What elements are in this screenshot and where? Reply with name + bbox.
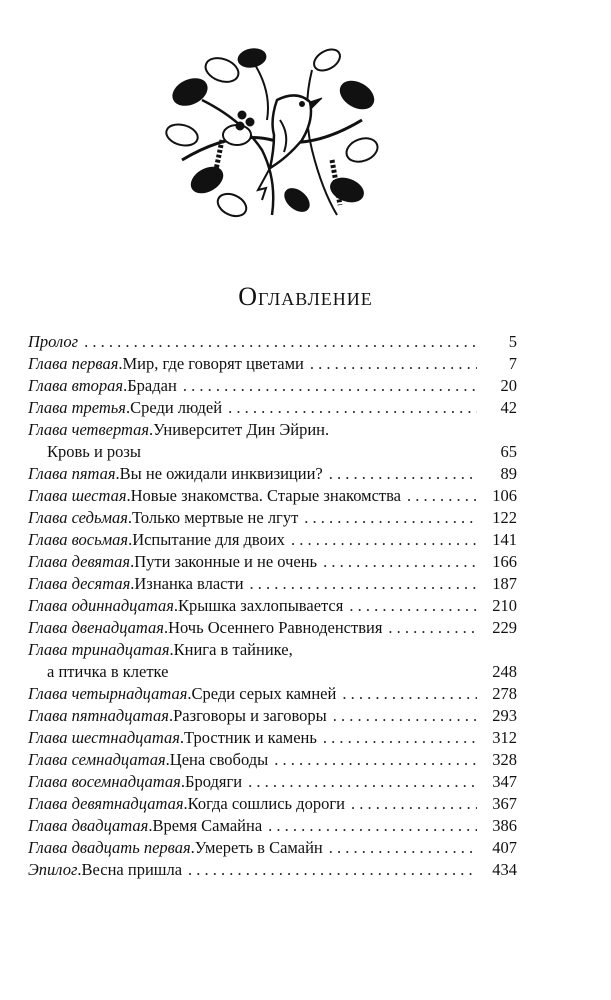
- toc-entry[interactable]: [28, 683, 517, 705]
- label-separator: .: [128, 530, 133, 549]
- toc-entry[interactable]: [28, 749, 517, 771]
- label-separator: .: [179, 728, 185, 747]
- page-number: 210: [492, 596, 517, 615]
- chapter-label: Глава двенадцатая: [28, 618, 164, 637]
- chapter-title: Ночь Осеннего Равноденствия: [168, 618, 383, 637]
- toc-entry[interactable]: [28, 617, 517, 639]
- dot-leader: [228, 397, 477, 419]
- label-separator: .: [173, 596, 179, 615]
- toc-entry[interactable]: [28, 837, 517, 859]
- chapter-title: Тростник и камень: [184, 728, 317, 747]
- chapter-title: Брадан: [127, 376, 177, 395]
- label-separator: .: [149, 420, 154, 439]
- toc-entry-continuation[interactable]: [28, 661, 517, 683]
- dot-leader: [323, 727, 477, 749]
- page-number: 141: [492, 530, 517, 549]
- label-separator: .: [125, 398, 131, 417]
- chapter-label: Глава двадцатая: [28, 816, 149, 835]
- chapter-label: Глава двадцать первая: [28, 838, 191, 857]
- page-number: 278: [492, 684, 517, 703]
- page-number: 106: [492, 486, 517, 505]
- chapter-title: Крышка захлопывается: [178, 596, 344, 615]
- chapter-title: Среди серых камней: [191, 684, 337, 703]
- chapter-label: Глава шестнадцатая: [28, 728, 180, 747]
- page-number: 7: [508, 354, 517, 373]
- toc-entry[interactable]: [28, 551, 517, 573]
- chapter-title: Изнанка власти: [134, 574, 244, 593]
- label-separator: .: [130, 574, 135, 593]
- chapter-label: Глава тринадцатая: [28, 640, 170, 659]
- dot-leader: [329, 837, 477, 859]
- dot-leader: [304, 507, 477, 529]
- page-number: 187: [492, 574, 517, 593]
- toc-entry[interactable]: [28, 397, 517, 419]
- chapter-title: Вы не ожидали инквизиции?: [119, 464, 323, 483]
- page-number: 328: [492, 750, 517, 769]
- chapter-label: Глава седьмая: [28, 508, 128, 527]
- chapter-title-continued: Кровь и розы: [47, 442, 142, 461]
- chapter-label: Глава пятая: [28, 464, 116, 483]
- label-separator: .: [148, 816, 153, 835]
- chapter-title: Только мертвые не лгут: [132, 508, 299, 527]
- bird-on-branch-icon: [162, 40, 382, 225]
- chapter-title: Мир, где говорят цветами: [122, 354, 304, 373]
- label-separator: .: [187, 684, 192, 703]
- chapter-title-continued: а птичка в клетке: [47, 662, 169, 681]
- dot-leader: [388, 617, 477, 639]
- toc-entry[interactable]: [28, 793, 517, 815]
- toc-entry[interactable]: [28, 705, 517, 727]
- label-separator: .: [168, 706, 174, 725]
- chapter-title: Цена свободы: [169, 750, 269, 769]
- dot-leader: [248, 771, 477, 793]
- chapter-title: Разговоры и заговоры: [173, 706, 327, 725]
- label-separator: .: [190, 838, 195, 857]
- dot-leader: [407, 485, 477, 507]
- toc-entry[interactable]: [28, 507, 517, 529]
- dot-leader: [291, 529, 477, 551]
- label-separator: .: [77, 860, 82, 879]
- label-separator: .: [127, 508, 133, 527]
- toc-entry[interactable]: [28, 419, 517, 441]
- chapter-title: Время Самайна: [152, 816, 263, 835]
- toc-entry[interactable]: [28, 727, 517, 749]
- chapter-label: Глава семнадцатая: [28, 750, 166, 769]
- page-number: 407: [492, 838, 517, 857]
- dot-leader: [183, 375, 477, 397]
- table-of-contents: [28, 331, 517, 881]
- toc-entry[interactable]: [28, 529, 517, 551]
- page-number: 89: [500, 464, 517, 483]
- label-separator: .: [180, 772, 185, 791]
- dot-leader: [349, 595, 477, 617]
- chapter-label: Глава одиннадцатая: [28, 596, 174, 615]
- page-number: 347: [492, 772, 517, 791]
- dot-leader: [351, 793, 477, 815]
- toc-entry[interactable]: [28, 485, 517, 507]
- chapter-label: Эпилог: [28, 860, 78, 879]
- label-separator: .: [130, 552, 135, 571]
- chapter-title: Умереть в Самайн: [194, 838, 323, 857]
- chapter-label: Пролог: [28, 332, 79, 351]
- page-number: 386: [492, 816, 517, 835]
- dot-leader: [84, 331, 477, 353]
- chapter-title: Бродяги: [184, 772, 243, 791]
- chapter-label: Глава девятнадцатая: [28, 794, 184, 813]
- page-number: 434: [492, 860, 517, 879]
- chapter-label: Глава вторая: [28, 376, 124, 395]
- page-number: 293: [492, 706, 517, 725]
- toc-entry[interactable]: [28, 815, 517, 837]
- toc-entry[interactable]: [28, 573, 517, 595]
- chapter-label: Глава шестая: [28, 486, 127, 505]
- toc-entry[interactable]: [28, 375, 517, 397]
- chapter-label: Глава восьмая: [28, 530, 129, 549]
- page-number: 367: [492, 794, 517, 813]
- chapter-title: Пути законные и не очень: [134, 552, 318, 571]
- label-separator: .: [163, 618, 169, 637]
- chapter-label: Глава четырнадцатая: [28, 684, 188, 703]
- chapter-label: Глава девятая: [28, 552, 131, 571]
- chapter-label: Глава пятнадцатая: [28, 706, 169, 725]
- label-separator: .: [165, 750, 170, 769]
- toc-entry[interactable]: [28, 771, 517, 793]
- dot-leader: [329, 463, 477, 485]
- dot-leader: [250, 573, 477, 595]
- label-separator: .: [118, 354, 123, 373]
- label-separator: .: [123, 376, 128, 395]
- page-number: 248: [492, 662, 517, 681]
- page-number: 5: [508, 332, 517, 351]
- chapter-title: Новые знакомства. Старые знакомства: [130, 486, 402, 505]
- toc-entry[interactable]: [28, 639, 517, 661]
- page-number: 166: [492, 552, 517, 571]
- chapter-label: Глава восемнадцатая: [28, 772, 181, 791]
- dot-leader: [274, 749, 477, 771]
- chapter-title: Когда сошлись дороги: [187, 794, 345, 813]
- page-number: 65: [500, 442, 517, 461]
- page-number: 312: [492, 728, 517, 747]
- toc-entry[interactable]: [28, 353, 517, 375]
- page-number: 229: [492, 618, 517, 637]
- chapter-title: Среди людей: [130, 398, 223, 417]
- toc-heading: Оглавление: [238, 282, 373, 311]
- chapter-label: Глава четвертая: [28, 420, 150, 439]
- label-separator: .: [169, 640, 174, 659]
- dot-leader: [342, 683, 477, 705]
- dot-leader: [188, 859, 477, 881]
- toc-entry[interactable]: [28, 595, 517, 617]
- chapter-label: Глава первая: [28, 354, 119, 373]
- chapter-title: Книга в тайнике,: [173, 640, 293, 659]
- dot-leader: [333, 705, 477, 727]
- toc-entry[interactable]: [28, 331, 517, 353]
- label-separator: .: [115, 464, 120, 483]
- dot-leader: [310, 353, 477, 375]
- toc-entry[interactable]: [28, 463, 517, 485]
- chapter-label: Глава третья: [28, 398, 126, 417]
- label-separator: .: [183, 794, 188, 813]
- page-number: 20: [500, 376, 517, 395]
- chapter-title: Весна пришла: [81, 860, 183, 879]
- dot-leader: [268, 815, 477, 837]
- page-number: 122: [492, 508, 517, 527]
- toc-entry-continuation[interactable]: [28, 441, 517, 463]
- toc-entry[interactable]: [28, 859, 517, 881]
- chapter-title: Испытание для двоих: [132, 530, 285, 549]
- chapter-title: Университет Дин Эйрин.: [153, 420, 330, 439]
- page-number: 42: [500, 398, 517, 417]
- chapter-label: Глава десятая: [28, 574, 131, 593]
- label-separator: .: [126, 486, 131, 505]
- dot-leader: [323, 551, 477, 573]
